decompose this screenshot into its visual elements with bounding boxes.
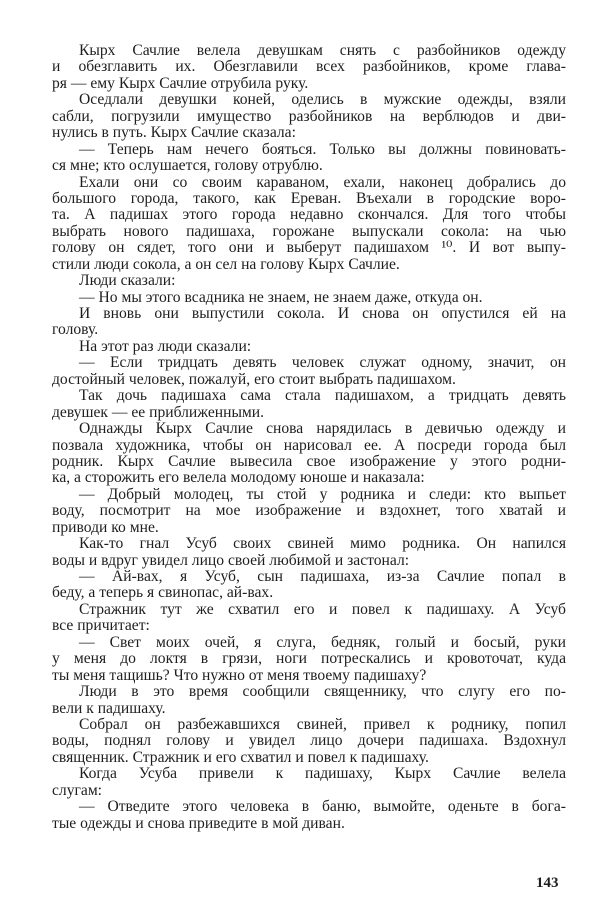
text-line: Как-то гнал Усуб своих свиней мимо родника. Он напился <box>79 535 566 553</box>
text-line: Когда Усуба привели к падишаху, Кырх Сачлие велела <box>79 765 566 783</box>
paragraph <box>52 569 566 602</box>
text-line: Оседлали девушки коней, оделись в мужские одежды, взяли <box>79 91 566 109</box>
text-line: — Ай-вах, я Усуб, сын падишаха, из-за Сачлие попал в <box>79 568 566 585</box>
paragraph <box>52 766 566 799</box>
text-line: беду, а теперь я свинопас, ай-вах. <box>52 584 274 602</box>
text-line: большого города, такого, как Ереван. Въехали в городские воро- <box>52 189 566 207</box>
text-line: выбрать нового падишаха, горожане выпускали сокола: на чью <box>52 222 566 240</box>
text-line: Кырх Сачлие велела девушкам снять с разбойников одежду <box>79 42 566 59</box>
paragraph <box>52 290 566 306</box>
text-line: слугам: <box>52 781 103 799</box>
text-line: — Отведите этого человека в баню, вымойте, оденьте в бога- <box>79 798 566 816</box>
text-line: — Если тридцать девять человек служат одному, значит, он <box>79 354 566 372</box>
text-line: достойный человек, пожалуй, его стоит выбрать падишахом. <box>52 370 456 388</box>
paragraph <box>52 717 566 766</box>
text-line: нулись в путь. Кырх Сачлие сказала: <box>52 124 296 142</box>
text-line: ты меня тащишь? Что нужно от меня твоему падишаху? <box>52 666 427 684</box>
paragraph <box>52 273 566 289</box>
text-line: и обезглавить их. Обезглавили всех разбойников, кроме глава- <box>52 58 566 76</box>
paragraph <box>52 635 566 684</box>
page-number: 143 <box>536 875 559 891</box>
text-line: На этот раз люди сказали: <box>79 337 252 355</box>
paragraph <box>52 306 566 339</box>
text-line: Люди в это время сообщили священнику, что слугу его по- <box>79 683 566 701</box>
text-line: Стражник тут же схватил его и повел к падишаху. А Усуб <box>79 600 566 618</box>
text-line: сабли, погрузили имущество разбойников на верблюдов и дви- <box>52 107 566 125</box>
paragraph <box>52 602 566 635</box>
text-line: вели к падишаху. <box>52 699 166 717</box>
paragraph <box>52 388 566 421</box>
text-line: приводи ко мне. <box>52 518 159 536</box>
text-line: И вновь они выпустили сокола. И снова он опустился ей на <box>79 305 566 322</box>
text-line: позвала художника, чтобы он нарисовал ее. А посреди города был <box>52 436 566 454</box>
paragraph <box>52 421 566 487</box>
text-line: — Свет моих очей, я слуга, бедняк, голый и босый, руки <box>79 633 566 651</box>
text-line: девушек — ее приближенными. <box>52 403 265 421</box>
paragraph <box>52 339 566 355</box>
text-line: Так дочь падишаха сама стала падишахом, а тридцать девять <box>79 387 566 405</box>
text-line: Ехали они со своим караваном, ехали, наконец добрались до <box>79 173 566 191</box>
text-line: воду, посмотрит на мое изображение и вздохнет, того хватай и <box>52 502 566 520</box>
paragraph <box>52 536 566 569</box>
text-line: ря — ему Кырх Сачлие отрубила руку. <box>52 74 309 92</box>
text-line: воды и вдруг увидел лицо своей любимой и застонал: <box>52 551 410 569</box>
text-line: родник. Кырх Сачлие вывесила свое изображение у этого родни- <box>52 452 566 470</box>
paragraph <box>52 43 566 92</box>
paragraph <box>52 355 566 388</box>
text-line: — Добрый молодец, ты стой у родника и следи: кто выпьет <box>79 485 566 503</box>
text-line: стили люди сокола, а он сел на голову Кырх Сачлие. <box>52 255 400 273</box>
text-line: — Но мы этого всадника не знаем, не знаем даже, откуда он. <box>79 288 483 306</box>
text-line: священник. Стражник и его схватил и повел к падишаху. <box>52 748 429 766</box>
text-line: та. А падишах этого города недавно скончался. Для того чтобы <box>52 206 566 224</box>
text-line: голову он сядет, того они и выберут падишахом ¹⁰. И вот выпу- <box>52 239 566 257</box>
paragraph <box>52 142 566 175</box>
text-line: воды, поднял голову и увидел лицо дочери падишаха. Вздохнул <box>52 732 566 750</box>
text-line: у меня до локтя в грязи, ноги потрескались и кровоточат, куда <box>52 650 566 668</box>
paragraph <box>52 799 566 832</box>
text-line: голову. <box>52 321 99 339</box>
paragraph <box>52 684 566 717</box>
text-line: — Теперь нам нечего бояться. Только вы должны повиновать- <box>79 140 566 158</box>
text-line: тые одежды и снова приведите в мой диван. <box>52 814 345 832</box>
text-line: ка, а сторожить его велела молодому юноше и наказала: <box>52 469 425 487</box>
page-text <box>52 43 566 832</box>
text-line: Однажды Кырх Сачлие снова нарядилась в девичью одежду и <box>79 420 566 438</box>
paragraph <box>52 92 566 141</box>
text-line: все причитает: <box>52 617 150 635</box>
paragraph <box>52 487 566 536</box>
text-line: Люди сказали: <box>79 272 176 290</box>
text-line: ся мне; кто ослушается, голову отрублю. <box>52 157 323 175</box>
text-line: Собрал он разбежавшихся свиней, привел к роднику, попил <box>79 715 566 733</box>
paragraph <box>52 175 566 274</box>
